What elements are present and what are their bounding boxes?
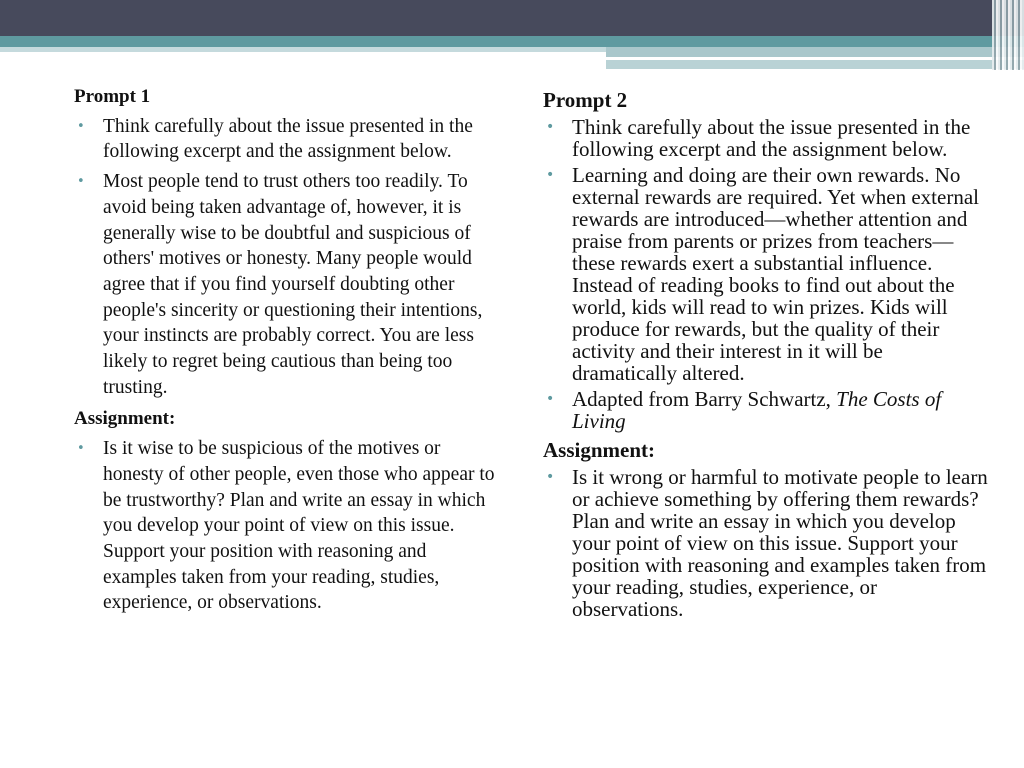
header-stripes	[992, 0, 1024, 70]
bullet-text: Think carefully about the issue presented in the following excerpt and the assignment below.	[103, 115, 473, 163]
prompt-2-heading: Prompt 2	[543, 88, 628, 112]
bullet-icon: •	[77, 118, 85, 134]
header-bar-teal	[0, 36, 1024, 47]
bullet-icon: •	[546, 469, 555, 485]
list-item	[543, 466, 993, 620]
bullet-icon: •	[77, 174, 85, 190]
list-item	[543, 164, 993, 384]
prompt-1-column	[74, 84, 504, 620]
list-item	[74, 436, 504, 616]
bullet-icon: •	[546, 391, 555, 407]
header-step	[606, 47, 1024, 57]
source-title: The Costs of Living	[572, 387, 942, 433]
prompt-1-heading: Prompt 1	[74, 86, 151, 107]
prompt-2-list	[543, 116, 993, 432]
source-prefix: Adapted from Barry Schwartz,	[572, 387, 837, 411]
bullet-icon: •	[546, 119, 555, 135]
bullet-text: Think carefully about the issue presented in the following excerpt and the assignment below.	[572, 115, 971, 161]
list-item	[74, 169, 504, 400]
header-bar-light	[0, 47, 606, 52]
list-item	[543, 116, 993, 160]
prompt-2-column	[543, 88, 993, 624]
excerpt-text: Most people tend to trust others too readily. To avoid being taken advantage of, however, it is generally wise to be doubtful and suspicious of others' motives or honesty. Many people would agree that if you find yourself doubting other people's sincerity or questioning their intentions, your instincts are probably correct. You are less likely to regret being cautious than being too trusting.	[103, 171, 483, 398]
header-bar-dark	[0, 0, 1024, 36]
list-item	[74, 114, 504, 165]
prompt-1-assignment-heading: Assignment:	[74, 408, 176, 430]
prompt-1-assignment-list	[74, 436, 504, 616]
assignment-text: Is it wise to be suspicious of the motives or honesty of other people, even those who appear to be trustworthy? Plan and write an essay in which you develop your point of view on this issue. Support your position with reasoning and examples taken from your reading, studies, experience, or observations.	[103, 438, 495, 614]
bullet-icon: •	[546, 167, 555, 183]
excerpt-text: Learning and doing are their own rewards. No external rewards are required. Yet when external rewards are introduced—whether attention and praise from parents or prizes from teachers—these rewards exert a substantial influence. Instead of reading books to find out about the world, kids will read to win prizes. Kids will produce for rewards, but the quality of their activity and their interest in it will be dramatically altered.	[572, 163, 979, 385]
assignment-text: Is it wrong or harmful to motivate people to learn or achieve something by offering them rewards? Plan and write an essay in which you develop your point of view on this issue. Support your position with reasoning and examples taken from your reading, studies, experience, or observations.	[572, 465, 988, 621]
prompt-2-assignment-list	[543, 466, 993, 620]
bullet-icon: •	[77, 441, 85, 457]
prompt-2-assignment-heading: Assignment:	[543, 438, 656, 462]
prompt-1-list	[74, 114, 504, 401]
list-item	[543, 388, 993, 432]
header-step	[606, 60, 1024, 69]
